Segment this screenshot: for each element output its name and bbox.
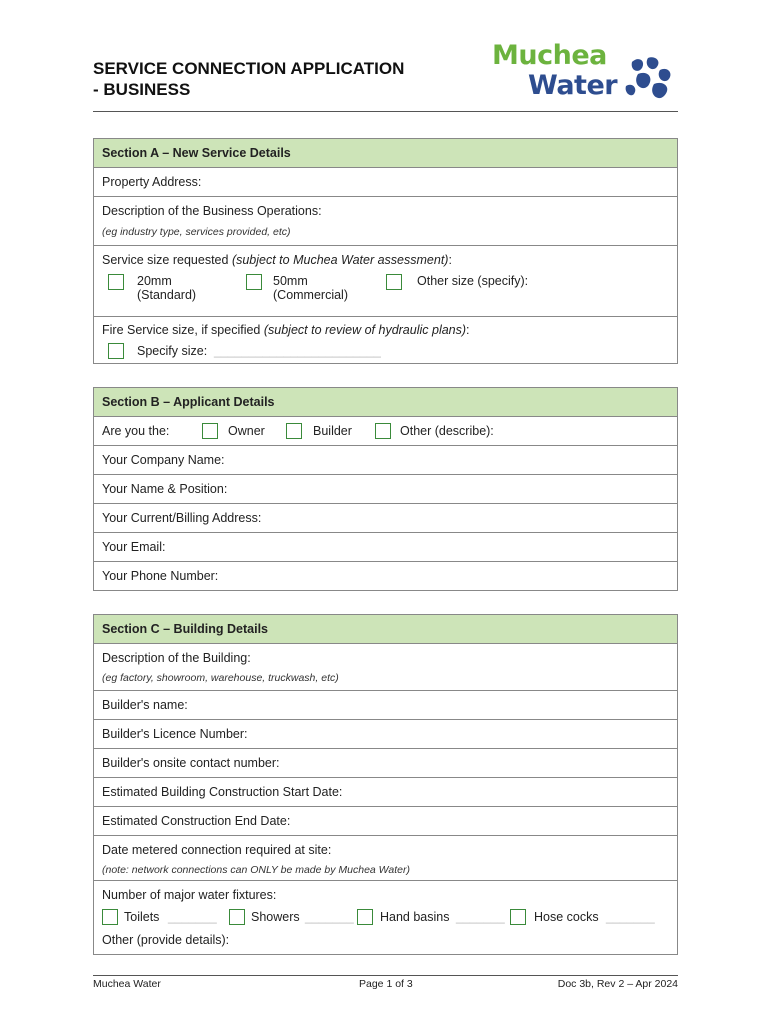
hose-cocks-input[interactable]: _______: [606, 910, 655, 924]
end-date-label: Estimated Construction End Date:: [102, 814, 291, 828]
phone-field[interactable]: [94, 562, 678, 591]
hand-basins-label: Hand basins: [380, 910, 450, 924]
business-operations-field[interactable]: [94, 197, 678, 246]
metered-date-note: (note: network connections can ONLY be made by Muchea Water): [102, 864, 410, 876]
section-c-table: [93, 614, 678, 955]
header-divider: [93, 111, 678, 112]
building-description-label: Description of the Building:: [102, 651, 251, 665]
toilets-checkbox[interactable]: [102, 909, 118, 925]
service-size-text: Service size requested: [102, 253, 232, 267]
fire-specify-label: Specify size:: [137, 344, 208, 358]
title-line-2: - BUSINESS: [93, 80, 191, 99]
service-50mm-checkbox[interactable]: [246, 274, 262, 290]
hand-basins-checkbox[interactable]: [357, 909, 373, 925]
company-name-field[interactable]: [94, 446, 678, 475]
billing-address-label: Your Current/Billing Address:: [102, 511, 262, 525]
service-20mm-sub: (Standard): [137, 288, 197, 302]
email-label: Your Email:: [102, 540, 166, 554]
applicant-other-checkbox[interactable]: [375, 423, 391, 439]
applicant-builder-checkbox[interactable]: [286, 423, 302, 439]
onsite-contact-field[interactable]: [94, 749, 678, 778]
fire-service-note: (subject to review of hydraulic plans): [263, 323, 467, 337]
builder-licence-field[interactable]: [94, 720, 678, 749]
muchea-water-logo: [492, 40, 678, 104]
service-20mm-checkbox[interactable]: [108, 274, 124, 290]
service-size-colon: :: [448, 253, 452, 267]
service-other-label: Other size (specify):: [417, 274, 529, 288]
company-name-label: Your Company Name:: [102, 453, 225, 467]
service-size-label: [102, 246, 669, 274]
hose-cocks-checkbox[interactable]: [510, 909, 526, 925]
service-50mm-label: [273, 274, 348, 302]
builder-name-field[interactable]: [94, 691, 678, 720]
service-other-checkbox[interactable]: [386, 274, 402, 290]
showers-label: Showers: [251, 910, 300, 924]
title-line-1: SERVICE CONNECTION APPLICATION: [93, 59, 405, 78]
builder-licence-label: Builder's Licence Number:: [102, 727, 248, 741]
other-details-label: Other (provide details):: [102, 933, 230, 947]
logo-text-muchea: Muchea: [492, 40, 607, 71]
metered-date-label: Date metered connection required at site:: [102, 843, 332, 857]
builder-name-label: Builder's name:: [102, 698, 188, 712]
hose-cocks-label: Hose cocks: [534, 910, 599, 924]
section-c-title: Section C – Building Details: [94, 615, 678, 644]
email-field[interactable]: [94, 533, 678, 562]
applicant-type-label: Are you the:: [102, 424, 170, 438]
water-fixtures-label: Number of major water fixtures:: [102, 888, 277, 902]
fire-service-field: [94, 317, 678, 364]
showers-input[interactable]: _______: [305, 910, 354, 924]
service-20mm-label: [137, 274, 196, 302]
page-title: [93, 58, 404, 100]
applicant-type-field: [94, 417, 678, 446]
section-b-title: Section B – Applicant Details: [94, 388, 678, 417]
fire-service-colon: :: [466, 323, 470, 337]
business-operations-hint: (eg industry type, services provided, etc): [102, 226, 291, 238]
service-20mm-text: 20mm: [137, 274, 172, 288]
water-splash-icon: [624, 56, 676, 102]
section-a-title: Section A – New Service Details: [94, 139, 678, 168]
applicant-other-label: Other (describe):: [400, 424, 494, 438]
service-size-field: [94, 246, 678, 317]
footer-divider: [93, 975, 678, 976]
name-position-label: Your Name & Position:: [102, 482, 228, 496]
service-size-note: (subject to Muchea Water assessment): [231, 253, 449, 267]
billing-address-field[interactable]: [94, 504, 678, 533]
fire-service-label: [102, 317, 669, 343]
logo-text-water: Water: [528, 70, 618, 101]
footer-doc-ref: Doc 3b, Rev 2 – Apr 2024: [557, 978, 678, 990]
footer-page-number: Page 1 of 3: [359, 978, 413, 990]
fire-specify-input[interactable]: ________________________: [214, 344, 381, 358]
onsite-contact-label: Builder's onsite contact number:: [102, 756, 280, 770]
fire-specify-checkbox[interactable]: [108, 343, 124, 359]
phone-label: Your Phone Number:: [102, 569, 219, 583]
showers-checkbox[interactable]: [229, 909, 245, 925]
fire-service-text: Fire Service size, if specified: [102, 323, 264, 337]
section-b-table: [93, 387, 678, 591]
applicant-owner-checkbox[interactable]: [202, 423, 218, 439]
hand-basins-input[interactable]: _______: [456, 910, 505, 924]
applicant-owner-label: Owner: [228, 424, 265, 438]
start-date-field[interactable]: [94, 778, 678, 807]
footer-org: Muchea Water: [93, 978, 161, 990]
building-description-hint: (eg factory, showroom, warehouse, truckwash, etc): [102, 672, 339, 684]
toilets-input[interactable]: _______: [168, 910, 217, 924]
name-position-field[interactable]: [94, 475, 678, 504]
metered-date-field[interactable]: [94, 836, 678, 881]
service-50mm-text: 50mm: [273, 274, 308, 288]
toilets-label: Toilets: [124, 910, 160, 924]
end-date-field[interactable]: [94, 807, 678, 836]
applicant-builder-label: Builder: [313, 424, 352, 438]
start-date-label: Estimated Building Construction Start Date:: [102, 785, 343, 799]
business-operations-label: Description of the Business Operations:: [102, 204, 322, 218]
service-50mm-sub: (Commercial): [273, 288, 348, 302]
section-a-table: [93, 138, 678, 364]
property-address-label: Property Address:: [102, 175, 202, 189]
property-address-field[interactable]: [94, 168, 678, 197]
building-description-field[interactable]: [94, 644, 678, 691]
water-fixtures-field: [94, 881, 678, 955]
